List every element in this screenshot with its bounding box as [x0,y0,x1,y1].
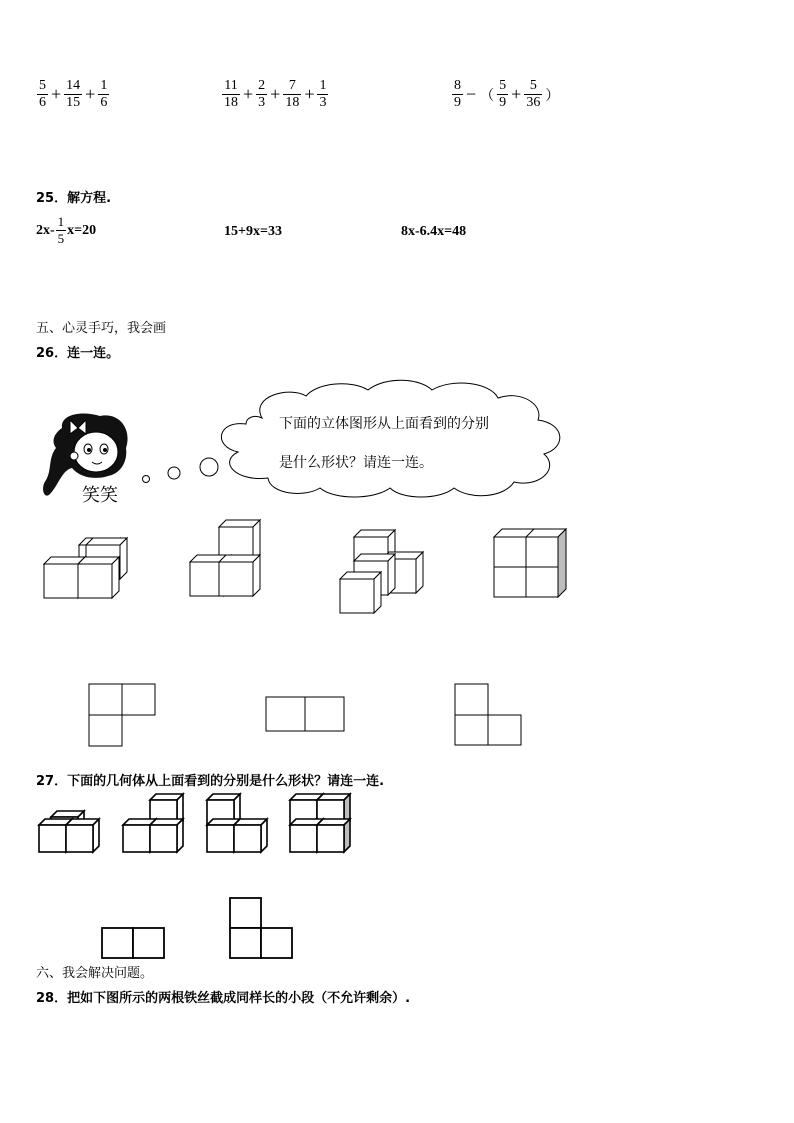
thought-bubble-large [200,458,218,476]
q28-title: 28．把如下图所示的两根铁丝截成同样长的小段（不允许剩余）. [36,991,411,1006]
q27-title: 27．下面的几何体从上面看到的分别是什么形状？请连一连. [36,774,385,789]
q26-solid-3 [340,530,423,613]
q26-solid-4 [494,529,566,597]
q27-solid-1 [39,811,99,852]
calc-expression-2: $\frac{11}{18}$ + $\frac{2}{3}$ + $\frac{7}{18}$ + $\frac{1}{3}$ [224,78,327,110]
calc-expression-1: $\frac{5}{6}$ + $\frac{14}{15}$ + $\frac{1}{6}$ [39,78,108,110]
q27-solid-2 [123,794,183,852]
equation-2: 15+9x=33 [224,224,282,239]
cloud-text-line-1: 下面的立体图形从上面看到的分别 [279,416,489,432]
section-six-heading: 六、我会解决问题。 [36,966,154,981]
section-five-heading: 五、心灵手巧，我会画 [36,321,167,336]
thought-bubble-medium [168,467,180,479]
equation-3: 8x-6.4x=48 [401,224,467,239]
q26-title: 26．连一连。 [36,346,120,361]
q25-title: 25．解方程. [36,191,112,206]
q26-topview-1 [89,684,155,746]
thought-bubble-small [143,476,150,483]
girl-name-label: 笑笑 [82,485,118,506]
q27-topview-2 [230,898,292,958]
equation-1: 2x- $\frac{1}{5}$ x=20 [36,214,97,246]
q26-topview-2 [266,697,344,731]
calc-expression-3: $\frac{8}{9}$ − （ $\frac{5}{9}$ + $\frac{5}{36}$ ） [454,78,560,110]
cloud-text-line-2: 是什么形状？请连一连。 [279,455,433,471]
q27-topview-1 [102,928,164,958]
q27-solid-3 [207,794,267,852]
q26-solid-1 [44,538,127,598]
q26-solid-2 [190,520,260,596]
q26-topview-3 [455,684,521,745]
q27-solid-4 [290,794,350,852]
speech-cloud [221,380,559,497]
